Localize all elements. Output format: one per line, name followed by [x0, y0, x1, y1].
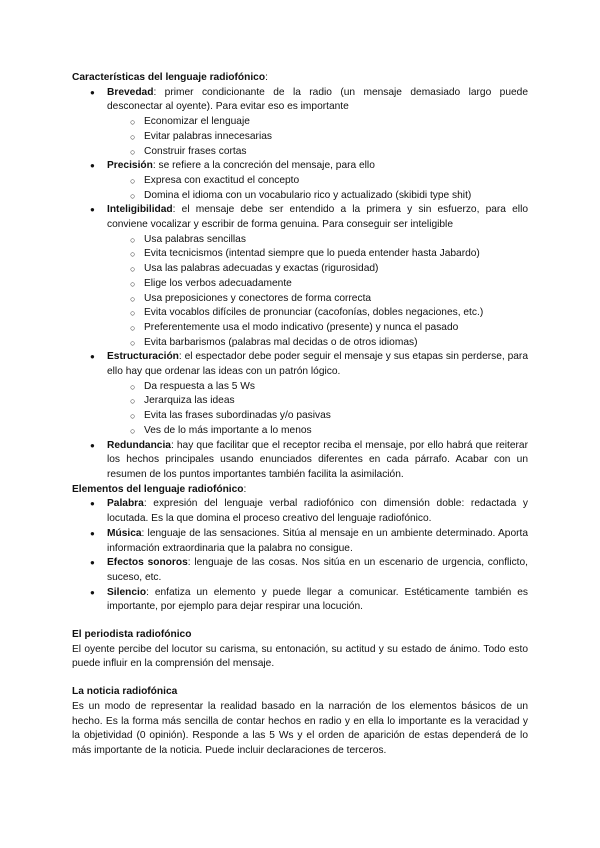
list-item [72, 556, 528, 585]
item-term: Efectos sonoros [107, 557, 188, 569]
section-heading-periodista: El periodista radiofónico [72, 629, 192, 641]
item-text: : expresión del lenguaje verbal radiofónico con dimensión doble: redactada y locutada. Es la que domina el proceso creativo del lenguaje radiofónico. [107, 498, 528, 525]
list-item [72, 497, 528, 526]
sub-list [107, 380, 528, 439]
item-text: : primer condicionante de la radio (un mensaje demasiado largo puede desconectar al oyente). Para evitar eso es importante [107, 86, 528, 113]
sub-list-item: ○ Da respuesta a las 5 Ws [72, 380, 528, 395]
list-item [72, 159, 528, 203]
item-text: : enfatiza un elemento y puede llegar a comunicar. Estéticamente también es importante, por ejemplo para dejar respirar una locución. [107, 586, 528, 613]
item-term: Música [107, 527, 142, 539]
section-heading-noticia: La noticia radiofónica [72, 686, 178, 698]
item-term: Silencio [107, 586, 147, 598]
item-term: Estructuración [107, 351, 179, 363]
sub-list-item: ○ Economizar el lenguaje [72, 115, 528, 130]
sub-list-item: ○ Usa preposiciones y conectores de forma correcta [72, 292, 528, 307]
sub-list-item: ○ Domina el idioma con un vocabulario rico y actualizado (skibidi type shit) [72, 189, 528, 204]
list-item [72, 439, 528, 483]
sub-list-item: ○ Elige los verbos adecuadamente [72, 277, 528, 292]
noticia-paragraph: Es un modo de representar la realidad basado en la narración de los elementos básicos de un hecho. Es la forma más sencilla de contar hechos en radio y en ella lo importante es la veracidad y la objetividad (0 opinión). Responde a las 5 Ws y el orden de aparición de estas dependerá de lo más importante de la noticia. Puede incluir declaraciones de terceros. [72, 700, 528, 756]
item-text: : lenguaje de las sensaciones. Sitúa al mensaje en un ambiente determinado. Aporta información extraordinaria que la palabra no consigue. [107, 527, 528, 554]
item-text: : el espectador debe poder seguir el mensaje y sus etapas sin perderse, para ello hay que ordenar las ideas con un patrón lógico. [107, 351, 528, 378]
item-text: : el mensaje debe ser entendido a la primera y sin esfuerzo, para ello conviene vocalizar y escribir de forma genuina. Para conseguir ser inteligible [107, 204, 528, 231]
item-term: Palabra [107, 498, 144, 510]
item-term: Brevedad [107, 86, 154, 98]
sub-list-item: ○ Expresa con exactitud el concepto [72, 174, 528, 189]
sub-list-item: ○ Ves de lo más importante a lo menos [72, 424, 528, 439]
periodista-paragraph: El oyente percibe del locutor su carisma, su entonación, su actitud y su estado de ánimo. Todo esto puede influir en la comprensión del mensaje. [72, 643, 528, 670]
sub-list [107, 174, 528, 203]
elementos-list [72, 497, 528, 615]
item-term: Redundancia [107, 439, 171, 451]
sub-list-item: ○ Evita vocablos difíciles de pronunciar (cacofonías, dobles negaciones, etc.) [72, 306, 528, 321]
sub-list [107, 115, 528, 159]
sub-list-item: ○ Usa palabras sencillas [72, 233, 528, 248]
sub-list-item: ○ Evitar palabras innecesarias [72, 130, 528, 145]
section-heading-elementos: Elementos del lenguaje radiofónico: [72, 483, 247, 495]
document-content [72, 71, 528, 759]
sub-list-item: ○ Evita barbarismos (palabras mal decidas o de otros idiomas) [72, 336, 528, 351]
item-text: : se refiere a la concreción del mensaje, para ello [152, 160, 375, 172]
sub-list-item: ○ Construir frases cortas [72, 145, 528, 160]
item-text: : hay que facilitar que el receptor reciba el mensaje, por ello habrá que reiterar los hechos principales usando enunciados diferentes en cada párrafo. Acabar con un resumen de los puntos importantes también facilita la asimilación. [107, 439, 528, 480]
sub-list-item: ○ Preferentemente usa el modo indicativo (presente) y nunca el pasado [72, 321, 528, 336]
sub-list [107, 233, 528, 351]
list-item [72, 527, 528, 556]
section-heading-caracteristicas: Características del lenguaje radiofónico: [72, 72, 268, 83]
list-item [72, 350, 528, 438]
sub-list-item: ○ Evita las frases subordinadas y/o pasivas [72, 409, 528, 424]
list-item [72, 203, 528, 350]
list-item [72, 586, 528, 615]
caracteristicas-list [72, 86, 528, 483]
item-term: Precisión [107, 160, 153, 172]
sub-list-item: ○ Evita tecnicismos (intentad siempre que lo pueda entender hasta Jabardo) [72, 247, 528, 262]
list-item [72, 86, 528, 160]
sub-list-item: ○ Usa las palabras adecuadas y exactas (rigurosidad) [72, 262, 528, 277]
sub-list-item: ○ Jerarquiza las ideas [72, 394, 528, 409]
item-text: : lenguaje de las cosas. Nos sitúa en un escenario de urgencia, conflicto, suceso, etc. [107, 557, 529, 583]
item-term: Inteligibilidad [107, 204, 173, 216]
